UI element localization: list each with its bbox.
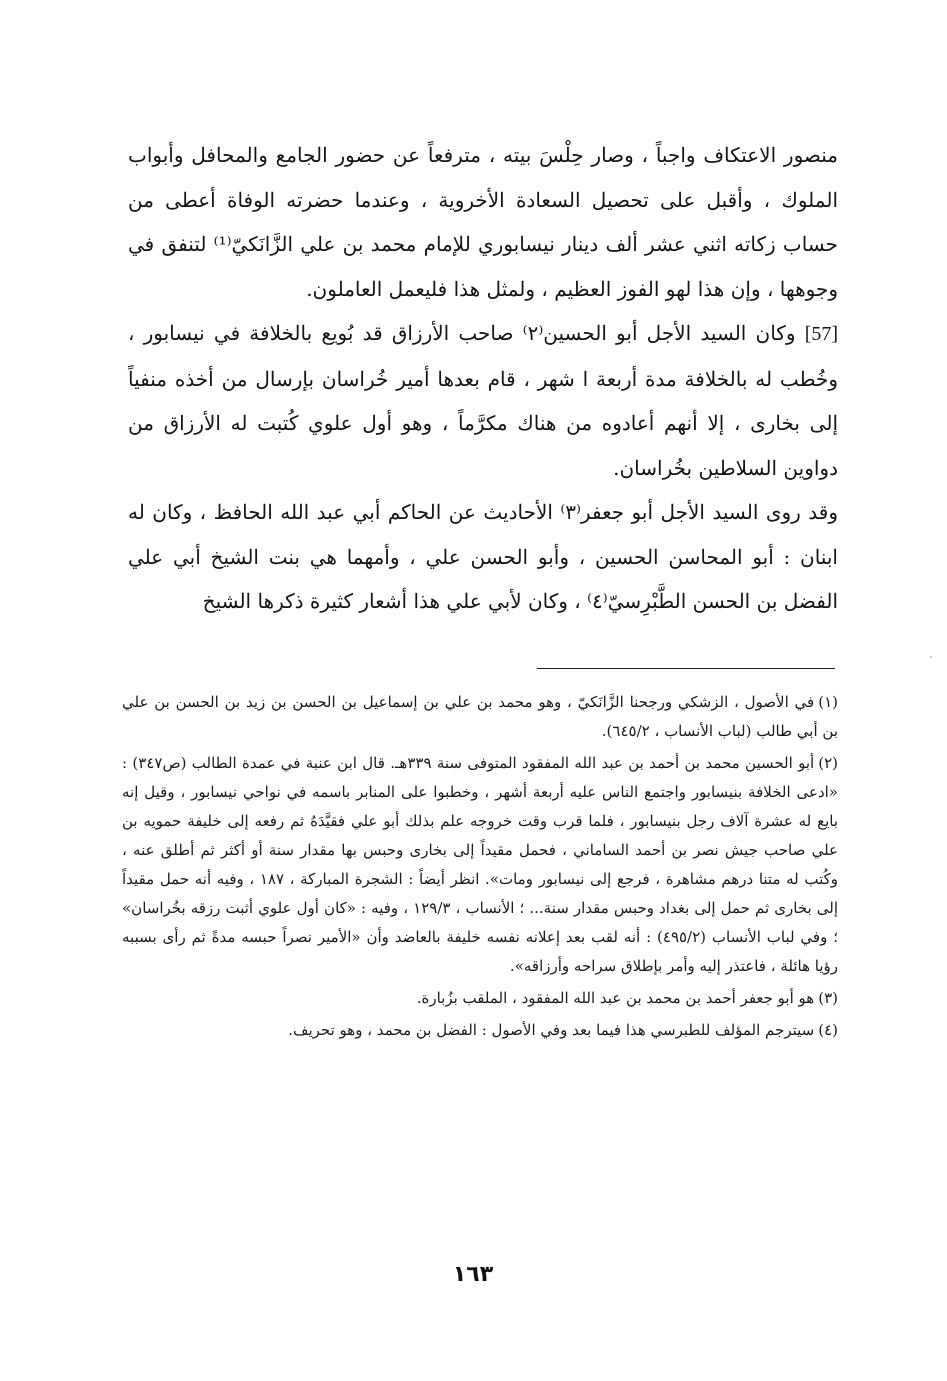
footnote-text: سيترجم المؤلف للطبرسي هذا فيما بعد وفي الأصول : الفضل بن محمد ، وهو تحريف. bbox=[288, 1021, 815, 1039]
footnote-text: هو أبو جعفر أحمد بن محمد بن عبد الله المفقود ، الملقب بزُبارة. bbox=[416, 989, 815, 1007]
paragraph-1: منصور الاعتكاف واجباً ، وصار حِلْسَ بيته ، مترفعاً عن حضور الجامع والمحافل وأبواب الملوك ، وأقبل على تحصيل السعادة الأخروية ، وعندما حضرته الوفاة أعطى من حساب زكاته اثني عشر ألف دينار نيسابوري للإمام محمد بن علي الزَّانَكيّ⁽¹⁾ لتنفق في وجوهها ، وإن هذا لهو الفوز العظيم ، ولمثل هذا فليعمل العاملون. bbox=[128, 143, 838, 301]
footnote-text: في الأصول ، الزشكي ورجحنا الزَّانَكيّ ، وهو محمد بن علي بن إسماعيل بن الحسن بن زيد بن الحسن بن علي بن أبي طالب (لباب الأنساب ، ٦٤٥/٢). bbox=[122, 693, 838, 740]
footnotes-section bbox=[122, 688, 838, 1048]
main-text-body bbox=[128, 133, 838, 624]
footnote-number: (٣) bbox=[818, 989, 838, 1007]
paragraph-number: [57] bbox=[804, 323, 839, 345]
footnote-2 bbox=[122, 749, 838, 981]
page-number: ١٦٣ bbox=[452, 1262, 494, 1287]
paragraph-2-text: وكان السيد الأجل أبو الحسين⁽٢⁾ صاحب الأرزاق قد بُويع بالخلافة في نيسابور ، وخُطب له بالخلافة مدة أربعة ا شهر ، قام بعدها أمير خُراسان بإرسال من أخذه منفياً إلى بخارى ، إلا أنهم أعادوه من هناك مكرَّماً ، وهو أول علوي كُتبت له الأرزاق من دواوين السلاطين بخُراسان. bbox=[128, 321, 838, 480]
footnote-3 bbox=[122, 984, 838, 1013]
footnote-number: (٤) bbox=[818, 1021, 838, 1039]
margin-speck bbox=[930, 656, 932, 658]
footnote-separator bbox=[537, 668, 835, 669]
footnote-number: (١) bbox=[818, 693, 838, 711]
footnote-text: أبو الحسين محمد بن أحمد بن عبد الله المفقود المتوفى سنة ٣٣٩هـ. قال ابن عنبة في عمدة الطالب (ص٣٤٧) : «ادعى الخلافة بنيسابور واجتمع الناس عليه أربعة أشهر ، وخطبوا على المنابر باسمه في نواحي نيسابور ، وقيل إنه بايع له عشرة آلاف رجل بنيسابور ، فلما قرب وقت خروجه علم بذلك أبو علي فقيَّدَهُ ثم رفعه إلى خليفة حمويه بن علي صاحب جيش نصر بن أحمد الساماني ، فحمل مقيداً إلى بخارى وحبس بها مقدار سنة أو أكثر ثم أطلق عنه ، وكُتب له متنا درهم مشاهرة ، فرجع إلى نيسابور ومات». انظر أيضاً : الشجرة المباركة ، ١٨٧ ، وفيه أنه حمل مقيداً إلى بخارى ثم حمل إلى بغداد وحبس مقدار سنة... ؛ الأنساب ، ١٢٩/٣ ، وفيه : «كان أول علوي أثبت رزقه بخُراسان» ؛ وفي لباب الأنساب (٤٩٥/٢) : أنه لقب بعد إعلانه نفسه خليفة بالعاضد وأن «الأمير نصراً حبسه مدةً ثم رأى بسببه رؤيا هائلة ، فاعتذر إليه وأمر بإطلاق سراحه وأرزاقه». bbox=[122, 754, 839, 975]
footnote-1 bbox=[122, 688, 838, 746]
footnote-number: (٢) bbox=[818, 754, 838, 772]
paragraph-3: وقد روى السيد الأجل أبو جعفر⁽٣⁾ الأحاديث عن الحاكم أبي عبد الله الحافظ ، وكان له ابنان : أبو المحاسن الحسين ، وأبو الحسن علي ، وأمهما هي بنت الشيخ أبي علي الفضل بن الحسن الطَّبْرِسيّ⁽٤⁾ ، وكان لأبي علي هذا أشعار كثيرة ذكرها الشيخ bbox=[128, 500, 838, 613]
footnote-4 bbox=[122, 1016, 838, 1045]
paragraph-2 bbox=[128, 311, 838, 490]
